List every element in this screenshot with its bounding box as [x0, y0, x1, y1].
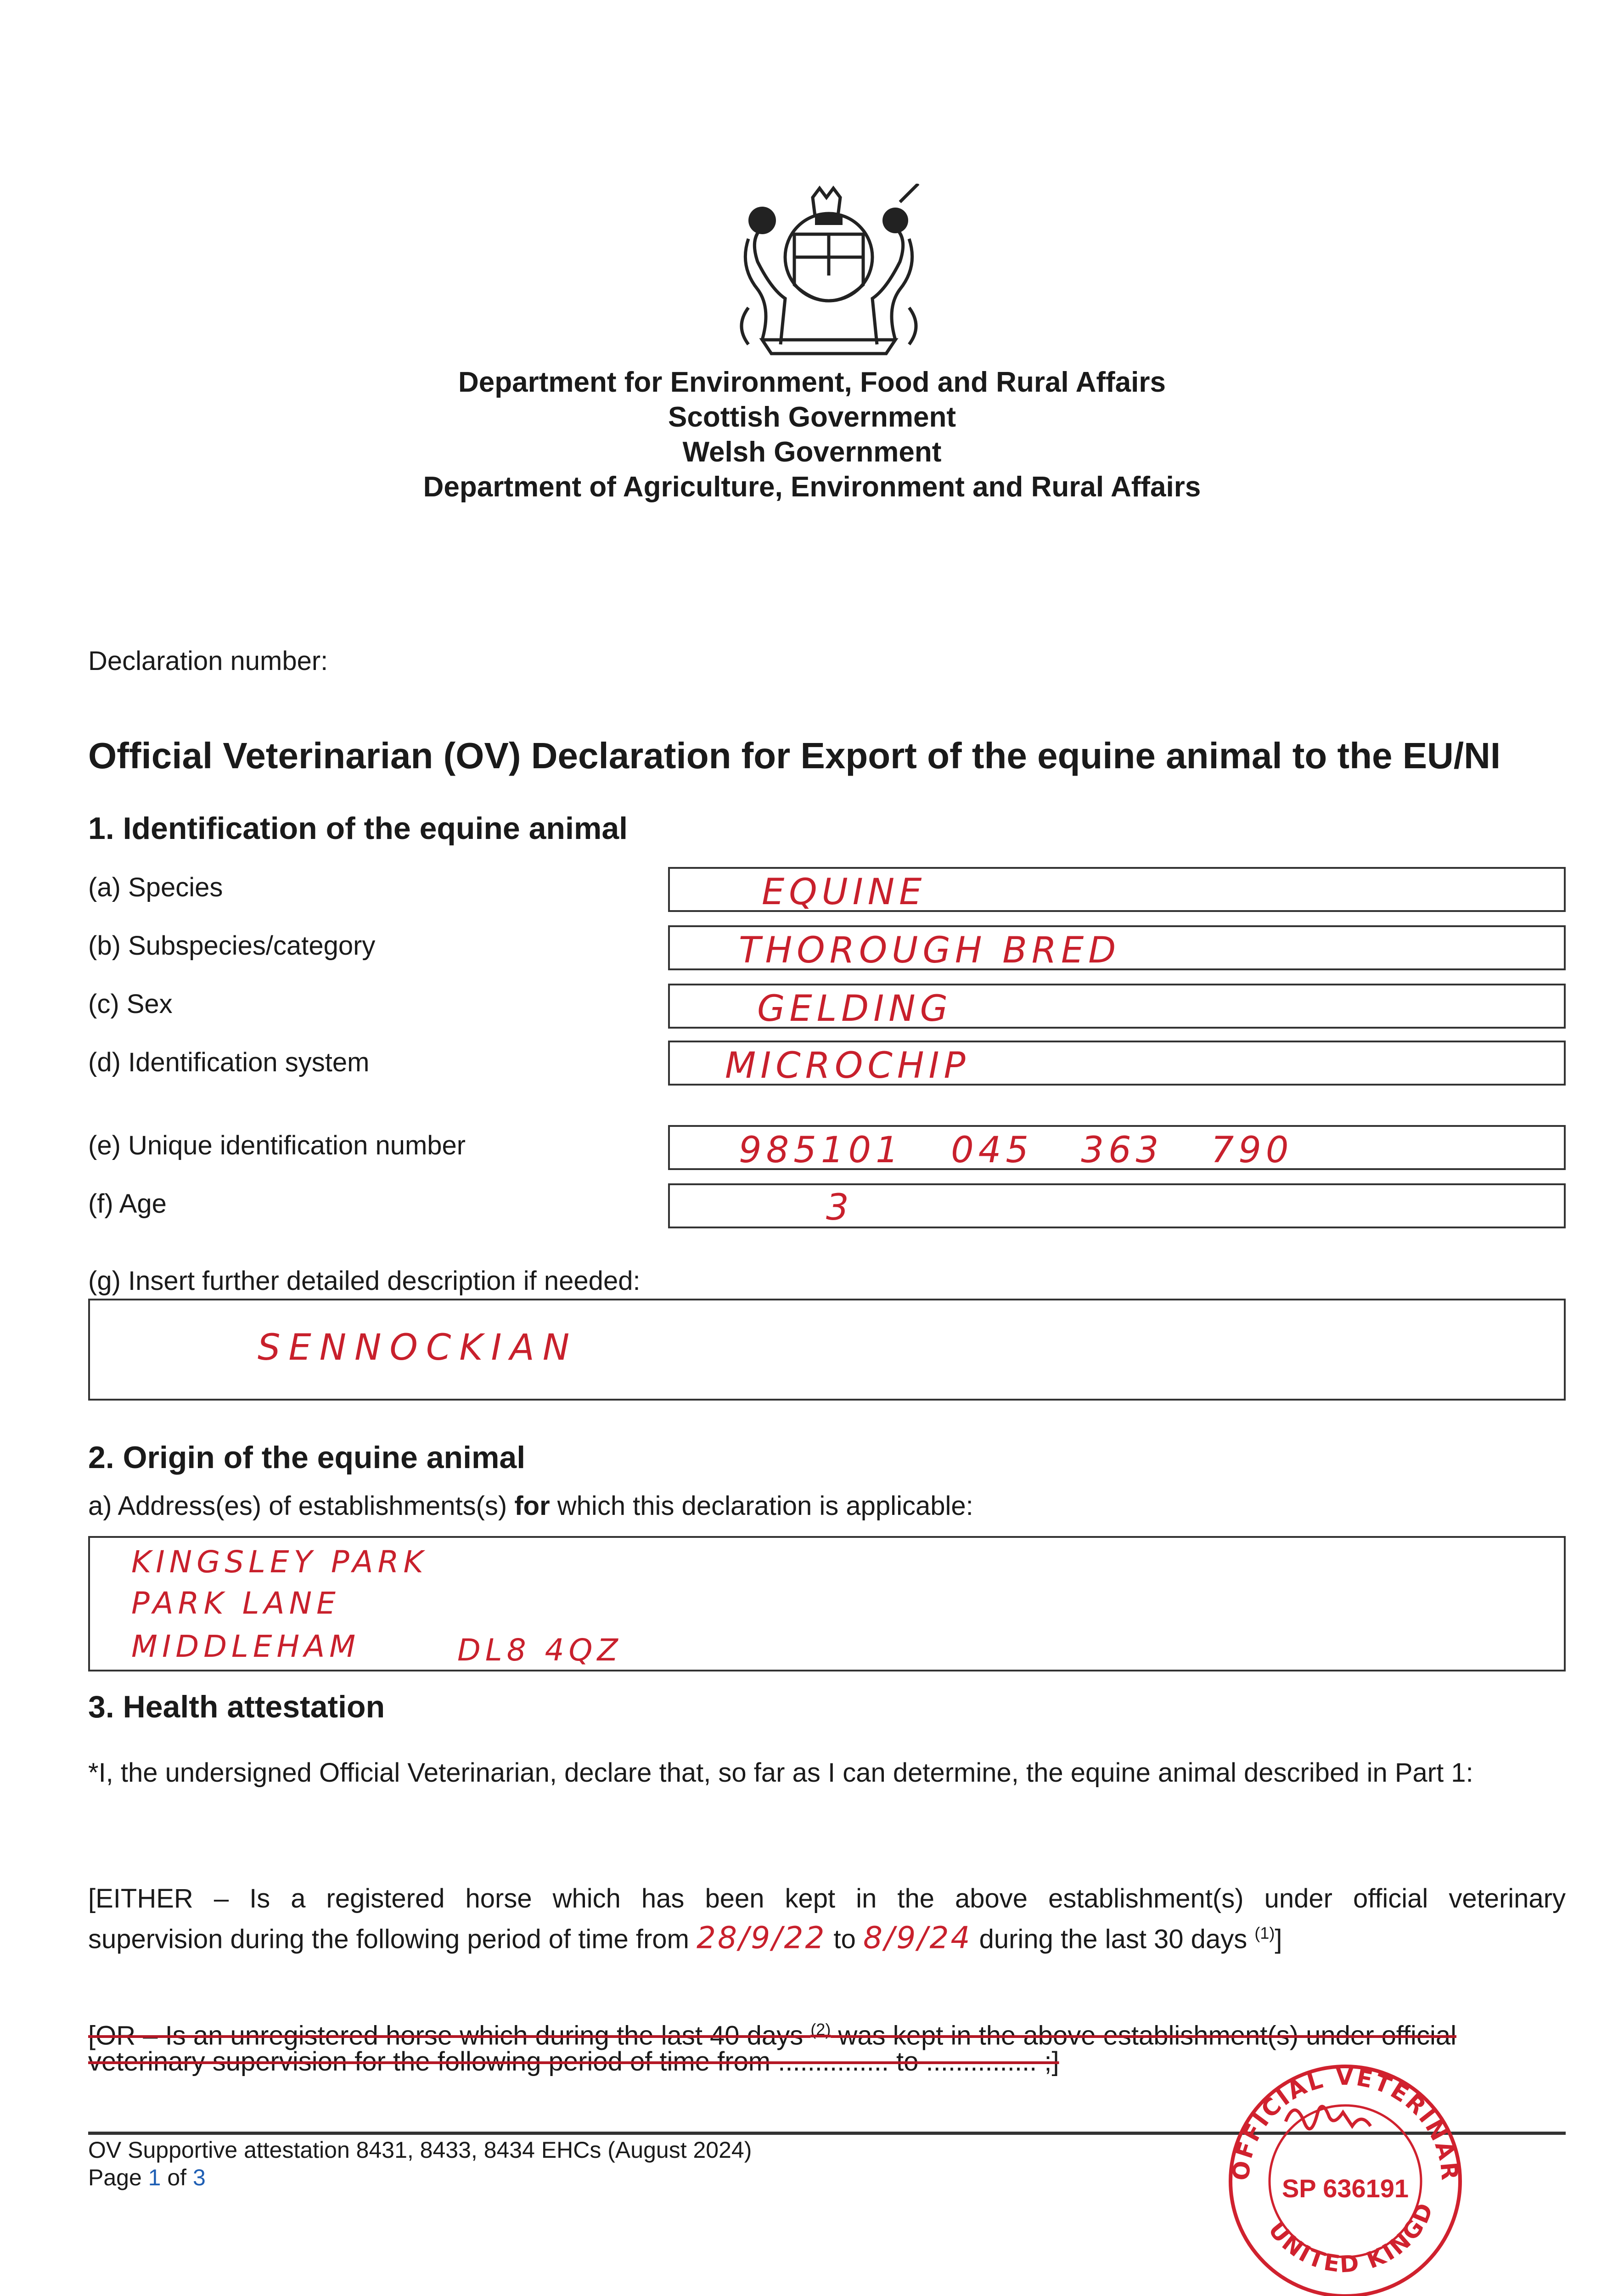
stamp-number: SP 636191	[1281, 2174, 1409, 2203]
subspecies-value: THOROUGH BRED	[739, 930, 1121, 971]
or-clause-line2: veterinary supervision for the following period of time from ............... to ............... ;]	[88, 2047, 1059, 2077]
identification-system-value: MICROCHIP	[725, 1045, 970, 1086]
declaration-number-label: Declaration number:	[88, 646, 328, 676]
subspecies-field[interactable]	[668, 925, 1566, 970]
species-label: (a) Species	[88, 872, 223, 902]
date-to: 8/9/24	[863, 1920, 972, 1956]
address-line: MIDDLEHAM	[131, 1629, 360, 1664]
unique-id-field[interactable]	[668, 1125, 1566, 1170]
header-scottish-government: Scottish Government	[668, 401, 956, 433]
health-attestation-intro: *I, the undersigned Official Veterinarian, declare that, so far as I can determine, the equine animal described in Part 1:	[88, 1758, 1473, 1788]
royal-coat-of-arms-icon	[721, 184, 937, 358]
address-line: PARK LANE	[131, 1586, 340, 1621]
further-description-field[interactable]	[88, 1300, 1566, 1401]
species-value: EQUINE	[762, 872, 927, 913]
age-value: 3	[826, 1187, 854, 1228]
footer-attestation: OV Supportive attestation 8431, 8433, 8434 EHCs (August 2024)	[88, 2137, 752, 2163]
sex-field[interactable]	[668, 984, 1566, 1029]
either-clause-line1: [EITHER – Is a registered horse which has been kept in the above establishment(s) under official veterinary	[88, 1884, 1566, 1913]
further-description-label: (g) Insert further detailed description if needed:	[88, 1266, 641, 1296]
address-field[interactable]	[88, 1536, 1566, 1671]
page-title: Official Veterinarian (OV) Declaration for Export of the equine animal to the EU/NI	[88, 735, 1501, 776]
official-stamp	[1217, 2057, 1474, 2296]
identification-system-label: (d) Identification system	[88, 1047, 370, 1077]
or-clause-line1: [OR – Is an unregistered horse which during the last 40 days $^{(2)}$ was kept in the above establishment(s) under official	[88, 2020, 1456, 2051]
address-label: a) Address(es) of establishments(s) for which this declaration is applicable:	[88, 1491, 973, 1521]
page-number: Page 1 of 3	[88, 2165, 206, 2190]
age-label: (f) Age	[88, 1189, 167, 1219]
sex-label: (c) Sex	[88, 989, 173, 1019]
age-field[interactable]	[668, 1183, 1566, 1228]
section2-heading: 2. Origin of the equine animal	[88, 1440, 526, 1475]
subspecies-label: (b) Subspecies/category	[88, 931, 376, 961]
date-from: 28/9/22	[697, 1920, 826, 1956]
header-department-defra: Department for Environment, Food and Rural Affairs	[458, 366, 1166, 398]
postcode: DL8 4QZ	[457, 1632, 623, 1668]
either-clause-line2: supervision during the following period of time from 28/9/22 to 8/9/24 during the last 30 days $^{(1)}$]	[88, 1920, 1282, 1956]
species-field[interactable]	[668, 867, 1566, 912]
signature-icon	[1286, 2106, 1371, 2129]
stamp-top-text: OFFICIAL VETERINAR	[1227, 2063, 1463, 2183]
header-welsh-government: Welsh Government	[682, 436, 942, 468]
stamp-bottom-text: UNITED KINGD	[1263, 2197, 1439, 2278]
further-description-value: SENNOCKIAN	[258, 1327, 578, 1368]
header-department-daera: Department of Agriculture, Environment and Rural Affairs	[423, 471, 1201, 503]
unique-id-value: 985101 045 363 790	[739, 1130, 1293, 1171]
section3-heading: 3. Health attestation	[88, 1689, 385, 1724]
unique-id-label: (e) Unique identification number	[88, 1131, 466, 1160]
sex-value: GELDING	[757, 988, 953, 1030]
identification-system-field[interactable]	[668, 1041, 1566, 1086]
section1-heading: 1. Identification of the equine animal	[88, 811, 628, 846]
address-line: KINGSLEY PARK	[131, 1544, 428, 1580]
